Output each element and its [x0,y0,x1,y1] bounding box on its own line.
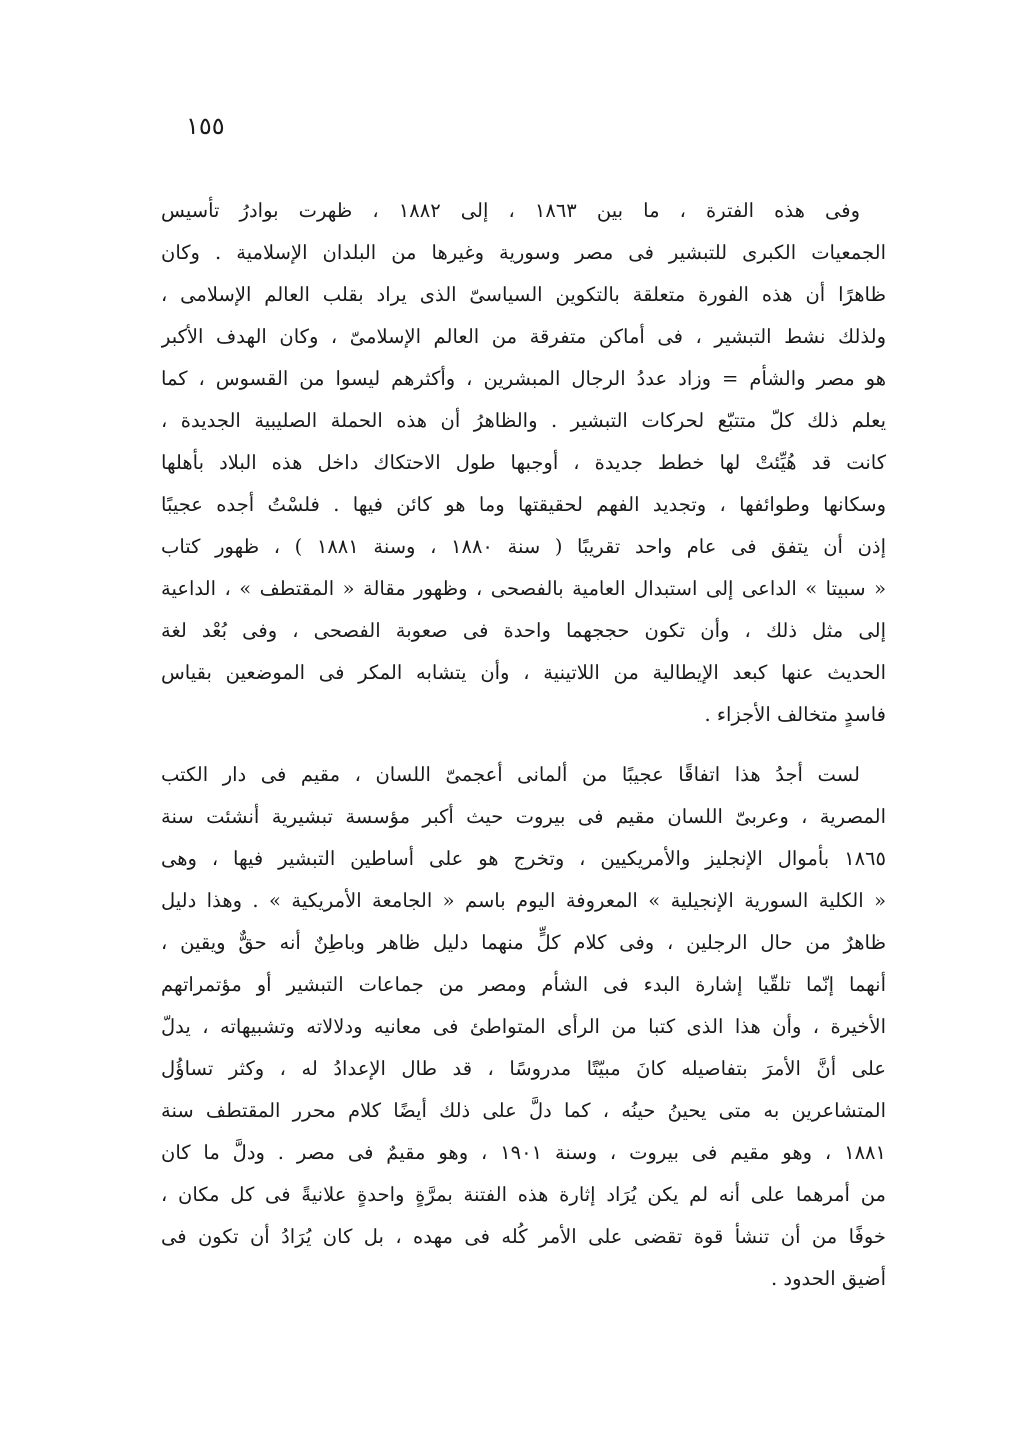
text-line: خوفًا من أن تنشأ قوة تقضى على الأمر كُله فى مهده ، بل كان يُرَادُ أن تكون فى [161,1225,886,1248]
text-line: ١٨٨١ ، وهو مقيم فى بيروت ، وسنة ١٩٠١ ، وهو مقيمٌ فى مصر . ودلَّ ما كان [161,1141,886,1164]
text-line: وسكانها وطوائفها ، وتجديد الفهم لحقيقتها وما هو كائن فيها . فلسْتُ أجده عجيبًا [161,493,886,516]
text-line: هو مصر والشأم = وزاد عددُ الرجال المبشرين ، وأكثرهم ليسوا من القسوس ، كما [161,367,886,390]
text-line: ولذلك نشط التبشير ، فى أماكن متفرقة من العالم الإسلامىّ ، وكان الهدف الأكبر [161,325,886,348]
text-line: المتشاعرين به متى يحينُ حينُه ، كما دلَّ على ذلك أيضًا كلام محرر المقتطف سنة [161,1099,886,1122]
text-line: وفى هذه الفترة ، ما بين ١٨٦٣ ، إلى ١٨٨٢ ، ظهرت بوادرُ تأسيس [161,199,861,222]
text-line: ١٨٦٥ بأموال الإنجليز والأمريكيين ، وتخرج هو على أساطين التبشير فيها ، وهى [161,847,886,870]
text-line: إلى مثل ذلك ، وأن تكون حججهما واحدة فى صعوبة الفصحى ، وفى بُعْد لغة [161,619,886,642]
text-line: « الكلية السورية الإنجيلية » المعروفة اليوم باسم « الجامعة الأمريكية » . وهذا دليل [161,889,886,912]
text-line: لست أجدُ هذا اتفاقًا عجيبًا من ألمانى أعجمىّ اللسان ، مقيم فى دار الكتب [161,763,860,786]
text-line: الحديث عنها كبعد الإيطالية من اللاتينية ، وأن يتشابه المكر فى الموضعين بقياس [161,661,886,684]
page-number: ١٥٥ [186,112,225,140]
text-line: أضيق الحدود . [770,1267,886,1290]
text-line: كانت قد هُيِّئتْ لها خطط جديدة ، أوجبها طول الاحتكاك داخل هذه البلاد بأهلها [161,451,886,474]
paragraph-1 [161,190,886,736]
text-line: على أنَّ الأمرَ بتفاصيله كانَ مبيّتًا مدروسًا ، قد طال الإعدادُ له ، وكثر تساؤُل [161,1057,886,1080]
text-line: أنهما إنّما تلقّيا إشارة البدء فى الشأم ومصر من جماعات التبشير أو مؤتمراتهم [161,973,886,996]
text-line: « سبيتا » الداعى إلى استبدال العامية بالفصحى ، وظهور مقالة « المقتطف » ، الداعية [161,577,886,600]
body-text [161,190,886,1300]
text-line: يعلم ذلك كلّ متتبّع لحركات التبشير . والظاهرُ أن هذه الحملة الصليبية الجديدة ، [161,409,886,432]
text-line: المصرية ، وعربىّ اللسان مقيم فى بيروت حيث أكبر مؤسسة تبشيرية أنشئت سنة [161,805,886,828]
text-line: من أمرهما على أنه لم يكن يُرَاد إثارة هذه الفتنة بمرَّةٍ واحدةٍ علانيةً فى كل مكان ، [161,1183,886,1206]
text-line: ظاهرٌ من حال الرجلين ، وفى كلام كلٍّ منهما دليل ظاهر وباطِنٌ أنه حقٌّ ويقين ، [161,931,886,954]
paragraph-gap [161,736,886,754]
paragraph-2 [161,754,886,1300]
text-line: الأخيرة ، وأن هذا الذى كتبا من الرأى المتواطئ فى معانيه ودلالاته وتشبيهاته ، يدلّ [161,1015,886,1038]
text-line: الجمعيات الكبرى للتبشير فى مصر وسورية وغيرها من البلدان الإسلامية . وكان [161,241,886,264]
text-line: ظاهرًا أن هذه الفورة متعلقة بالتكوين السياسىّ الذى يراد بقلب العالم الإسلامى ، [161,283,886,306]
text-line: إذن أن يتفق فى عام واحد تقريبًا ( سنة ١٨٨٠ ، وسنة ١٨٨١ ) ، ظهور كتاب [161,535,886,558]
text-line: فاسدٍ متخالف الأجزاء . [704,703,886,726]
